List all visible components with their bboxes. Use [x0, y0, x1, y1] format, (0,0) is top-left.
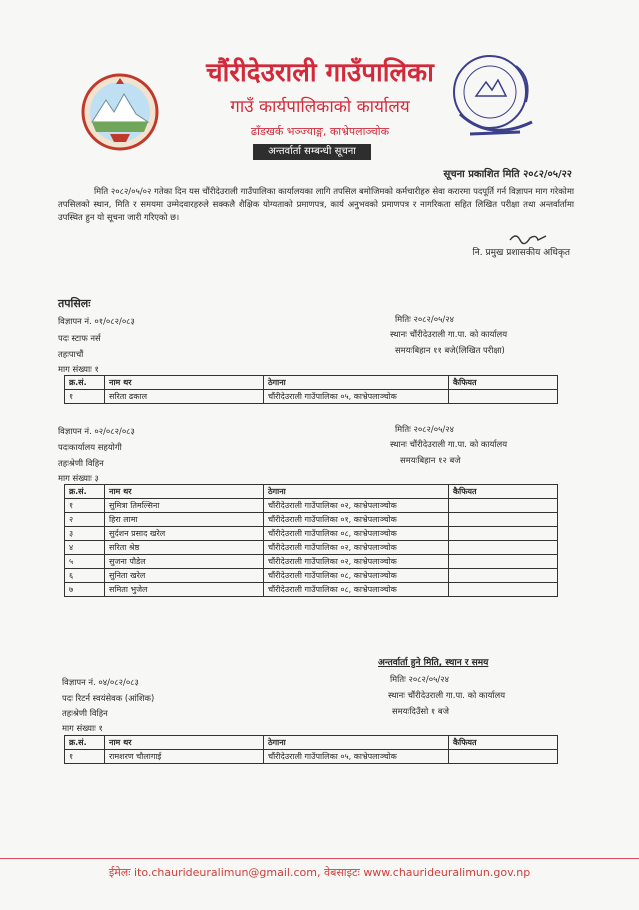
cell-remarks: [449, 750, 558, 764]
header-address: ठेगाना: [264, 485, 449, 499]
cell-remarks: [449, 569, 558, 583]
cell-name: सुर्दशन प्रसाद खरेल: [105, 527, 264, 541]
cell-name: सरिता ढकाल: [105, 390, 264, 404]
cell-remarks: [449, 390, 558, 404]
office-address: ढाँडखर्क भञ्ज्याङ्ग, काभ्रेपलाञ्चोक: [250, 125, 390, 138]
interview-venue: स्थानः चौंरीदेउराली गा.पा. को कार्यालय: [390, 439, 508, 449]
cell-sn: ५: [65, 555, 105, 569]
interview-date: मितिः २०८२/०५/२४: [395, 424, 454, 434]
tapsil-heading: तपसिलः: [58, 297, 91, 310]
header-remarks: कैफियत: [449, 736, 558, 750]
cell-address: चौंरीदेउराली गाउँपालिका ०२, काभ्रेपलाञ्चोक: [264, 541, 449, 555]
post-level: तहःश्रेणी विहिन: [62, 708, 108, 718]
interview-time: समयःबिहान १२ बजे: [400, 455, 461, 465]
header-name: नाम थर: [105, 736, 264, 750]
post-level: तहःश्रेणी विहिन: [58, 458, 104, 468]
table-row: [65, 569, 558, 583]
cell-address: चौंरीदेउराली गाउँपालिका ०५, काभ्रेपलाञ्चोक: [264, 750, 449, 764]
cell-address: चौंरीदेउराली गाउँपालिका ०८, काभ्रेपलाञ्चोक: [264, 569, 449, 583]
table-row: [65, 499, 558, 513]
header-remarks: कैफियत: [449, 376, 558, 390]
cell-name: सुजना पौडेल: [105, 555, 264, 569]
interview-heading: अन्तर्वार्ता हुने मिति, स्थान र समय: [378, 658, 489, 668]
nepal-emblem-icon: [80, 72, 160, 152]
cell-sn: ४: [65, 541, 105, 555]
cell-address: चौंरीदेउराली गाउँपालिका ०१, काभ्रेपलाञ्चोक: [264, 513, 449, 527]
cell-name: रामशरण चौलागाई: [105, 750, 264, 764]
header-name: नाम थर: [105, 376, 264, 390]
header-name: नाम थर: [105, 485, 264, 499]
interview-venue: स्थानः चौंरीदेउराली गा.पा. को कार्यालय: [388, 690, 506, 700]
table-row: [65, 541, 558, 555]
table-row: [65, 750, 558, 764]
header-remarks: कैफियत: [449, 485, 558, 499]
interview-date: मितिः २०८२/०५/२४: [395, 314, 454, 324]
cell-address: चौंरीदेउराली गाउँपालिका ०८, काभ्रेपलाञ्चोक: [264, 583, 449, 597]
ad-number: विज्ञापन नं. ०२/०८२/०८३: [58, 426, 135, 436]
publish-date: सूचना प्रकाशित मिति २०८२/०५/२२: [443, 169, 572, 180]
candidate-table: [64, 735, 558, 764]
ad-number: विज्ञापन नं. ०४/०८२/०८३: [62, 677, 139, 687]
cell-remarks: [449, 583, 558, 597]
cell-sn: २: [65, 513, 105, 527]
cell-sn: ६: [65, 569, 105, 583]
table-row: [65, 513, 558, 527]
cell-remarks: [449, 541, 558, 555]
cell-address: चौंरीदेउराली गाउँपालिका ०२, काभ्रेपलाञ्चोक: [264, 499, 449, 513]
header-sn: क्र.सं.: [65, 736, 105, 750]
candidate-table: [64, 375, 558, 404]
cell-name: समिता भुजेल: [105, 583, 264, 597]
cell-sn: १: [65, 750, 105, 764]
cell-address: चौंरीदेउराली गाउँपालिका ०८, काभ्रेपलाञ्चोक: [264, 527, 449, 541]
demand-count: माग संख्याः ३: [58, 473, 99, 483]
table-row: [65, 390, 558, 404]
post-level: तहःपाचौं: [58, 349, 84, 359]
cell-name: सरिता श्रेष्ठ: [105, 541, 264, 555]
interview-time: समयःबिहान ११ बजे(लिखित परीक्षा): [395, 345, 505, 355]
signature-icon: [508, 230, 548, 246]
post-name: पदः रिटर्न स्वयंसेवक (आंशिक): [62, 693, 155, 703]
demand-count: माग संख्याः १: [58, 364, 99, 374]
cell-sn: १: [65, 499, 105, 513]
header-sn: क्र.सं.: [65, 376, 105, 390]
cell-remarks: [449, 527, 558, 541]
table-row: [65, 583, 558, 597]
notice-paragraph: मिति २०८२/०५/०२ गतेका दिन यस चौंरीदेउराली गाउँपालिका कार्यालयका लागि तपसिल बमोजिमको कर्मचारीहरु सेवा करारमा पदपूर्ति गर्न विज्ञापन माग गरेकोमा तपसिलको स्थान, मिति र समयमा उम्मेदवारहरुले सक्कलै शैक्षिक योग्यताको प्रमाणपत्र, कार्य अनुभवको प्रमाणपत्र र नागरिकता सहित लिखित परीक्षा तथा अन्तर्वार्तामा उपस्थित हुन यो सूचना जारी गरिएको छ।: [58, 186, 574, 222]
post-name: पदः स्टाफ नर्स: [58, 333, 101, 343]
interview-time: समयःदिउँसो १ बजे: [392, 706, 449, 716]
cell-sn: १: [65, 390, 105, 404]
header-sn: क्र.सं.: [65, 485, 105, 499]
cell-name: सुनिता खरेल: [105, 569, 264, 583]
interview-venue: स्थानः चौंरीदेउराली गा.पा. को कार्यालय: [390, 329, 508, 339]
table-row: [65, 555, 558, 569]
interview-date: मितिः २०८२/०५/२४: [390, 674, 449, 684]
header-address: ठेगाना: [264, 736, 449, 750]
cell-remarks: [449, 513, 558, 527]
candidate-table: [64, 484, 558, 597]
cell-remarks: [449, 555, 558, 569]
cell-sn: ३: [65, 527, 105, 541]
notice-banner: अन्तर्वार्ता सम्बन्धी सूचना: [253, 144, 371, 160]
footer-divider: [0, 858, 639, 859]
cell-name: सुमित्रा तिमल्सिना: [105, 499, 264, 513]
header-address: ठेगाना: [264, 376, 449, 390]
ad-number: विज्ञापन नं. ०१/०८२/०८३: [58, 316, 135, 326]
footer-contact: ईमेलः ito.chaurideuralimun@gmail.com, वेबसाइटः www.chaurideuralimun.gov.np: [108, 866, 531, 879]
table-row: [65, 527, 558, 541]
office-subtitle: गाउँ कार्यपालिकाको कार्यालय: [230, 97, 410, 117]
cell-address: चौंरीदेउराली गाउँपालिका ०५, काभ्रेपलाञ्चोक: [264, 390, 449, 404]
cell-remarks: [449, 499, 558, 513]
cell-name: हिरा लामा: [105, 513, 264, 527]
cell-sn: ७: [65, 583, 105, 597]
post-name: पदःकार्यालय सहयोगी: [58, 442, 122, 452]
demand-count: माग संख्याः १: [62, 723, 103, 733]
cell-address: चौंरीदेउराली गाउँपालिका ०२, काभ्रेपलाञ्चोक: [264, 555, 449, 569]
municipality-title: चौंरीदेउराली गाउँपालिका: [206, 58, 434, 88]
signatory-title: नि. प्रमुख प्रशासकीय अधिकृत: [472, 248, 570, 258]
